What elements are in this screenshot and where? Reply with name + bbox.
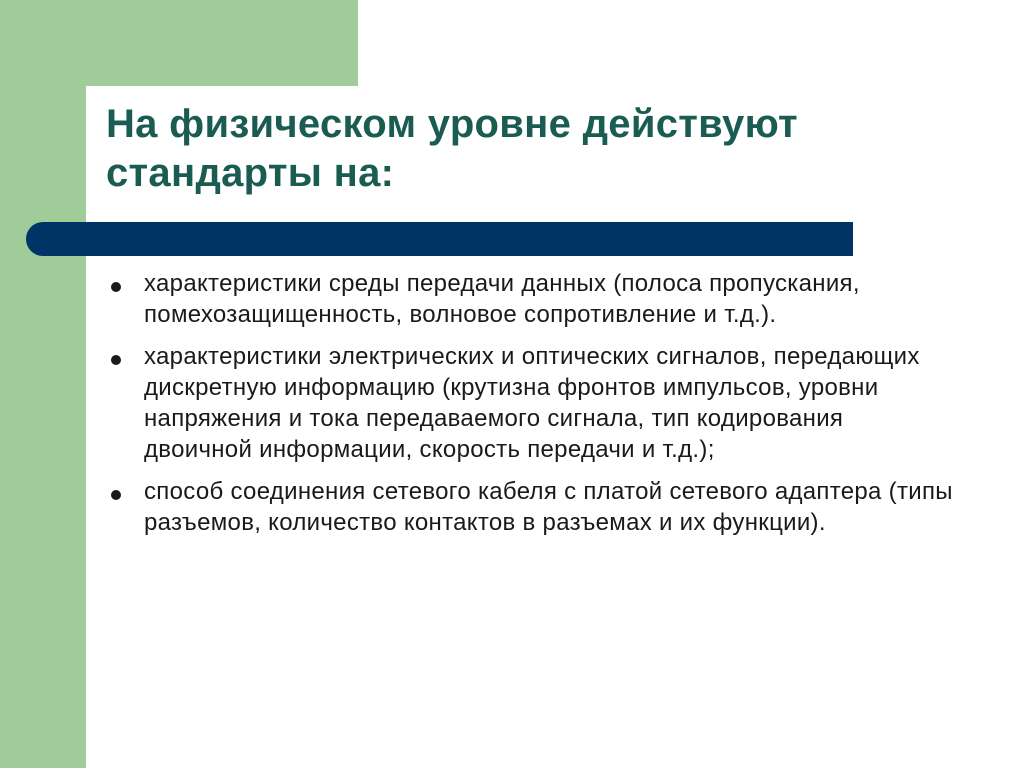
- bullet-item: [106, 341, 956, 465]
- bullet-dot-icon: [111, 282, 121, 292]
- bullet-item: [106, 268, 956, 330]
- bullet-text: характеристики среды передачи данных (полоса пропускания, помехозащищенность, волновое сопротивление и т.д.).: [144, 270, 860, 328]
- bullet-item: [106, 476, 956, 538]
- decor-green-left: [0, 0, 86, 768]
- bullet-list: [106, 268, 956, 549]
- bullet-text: характеристики электрических и оптических сигналов, передающих дискретную информацию (крутизна фронтов импульсов, уровни напряжения и тока передаваемого сигнала, тип кодирования двоичной информации, скорость передачи и т.д.);: [144, 343, 920, 463]
- bullet-text: способ соединения сетевого кабеля с платой сетевого адаптера (типы разъемов, количество контактов в разъемах и их функции).: [144, 478, 953, 536]
- slide-title: На физическом уровне действуют стандарты на:: [106, 102, 798, 195]
- title-divider-bar: [26, 222, 853, 256]
- bullet-dot-icon: [111, 355, 121, 365]
- bullet-dot-icon: [111, 490, 121, 500]
